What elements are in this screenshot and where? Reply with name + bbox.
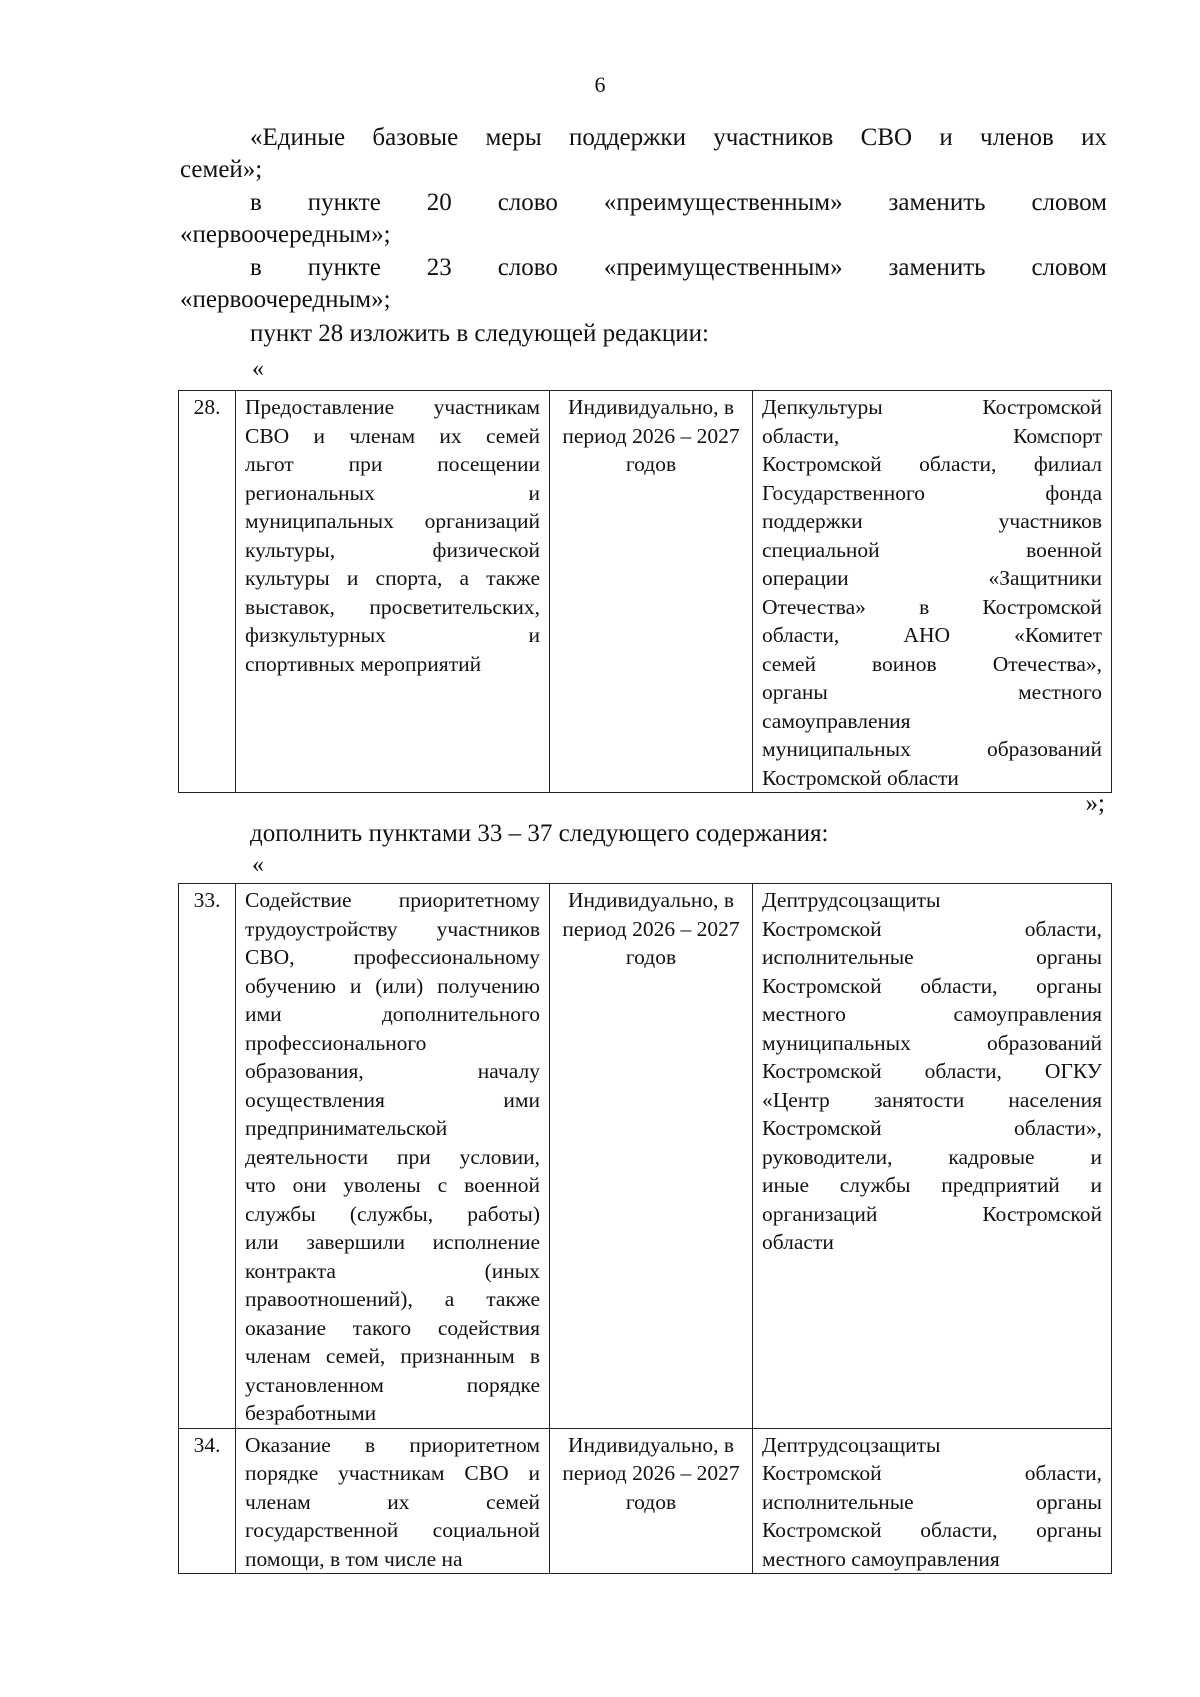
measure-cell-line: членам семей, признанным в	[245, 1344, 540, 1368]
executors-cell-line: Костромской области,	[762, 916, 1102, 941]
executors-cell-line: области	[762, 1230, 834, 1254]
measure-cell-line: культуры, физической	[245, 537, 540, 562]
executors-cell-line: Отечества» в Костромской	[762, 594, 1102, 619]
measure-cell-line: государственной социальной	[245, 1518, 540, 1542]
measure-cell-line: Содействие приоритетному	[245, 888, 540, 912]
executors-cell-line: Костромской области, органы	[762, 1518, 1102, 1542]
measure-cell-line: льгот при посещении	[245, 452, 540, 476]
measure-cell-line: деятельности при условии,	[245, 1144, 540, 1169]
executors-cell	[753, 1428, 1112, 1574]
executors-cell-line: муниципальных образований	[762, 737, 1102, 761]
measure-cell-line: помощи, в том числе на	[245, 1546, 463, 1571]
intro-line-2: в пункте 20 слово «преимущественным» заменить словом	[250, 189, 1107, 216]
executors-cell-line: иные службы предприятий и	[762, 1173, 1102, 1197]
row-number: 33.	[179, 884, 236, 1429]
executors-cell-line: Костромской области, филиал	[762, 452, 1102, 476]
measure-cell-line: или завершили исполнение	[245, 1230, 540, 1254]
executors-cell	[753, 391, 1112, 793]
measure-cell-line: обучению и (или) получению	[245, 973, 540, 998]
table-row	[179, 1428, 1112, 1574]
intro-line-3: в пункте 23 слово «преимущественным» заменить словом	[250, 254, 1107, 281]
executors-cell-line: местного самоуправления	[762, 1546, 1000, 1571]
executors-cell-line: специальной военной	[762, 537, 1102, 562]
page-number: 6	[594, 72, 606, 97]
table-item-28	[178, 390, 1112, 793]
executors-cell-line: семей воинов Отечества»,	[762, 651, 1102, 676]
measure-cell-line: правоотношений), а также	[245, 1287, 540, 1311]
executors-cell-line: области, Комспорт	[762, 423, 1102, 448]
executors-cell-line: Костромской области»,	[762, 1116, 1102, 1140]
measure-cell-line: оказание такого содействия	[245, 1315, 540, 1340]
measure-cell-line: предпринимательской	[245, 1116, 448, 1140]
executors-cell-line: Костромской области,	[762, 1461, 1102, 1485]
executors-cell-line: муниципальных образований	[762, 1030, 1102, 1055]
executors-cell-line: «Центр занятости населения	[762, 1087, 1102, 1112]
intro-line-1-tail: семей»;	[180, 156, 263, 183]
measure-cell-line: СВО и членам их семей	[245, 423, 540, 448]
executors-cell-line: Дептрудсоцзащиты	[762, 1432, 941, 1457]
executors-cell-line: Костромской области	[762, 765, 959, 790]
mid-paragraph: дополнить пунктами 33 – 37 следующего содержания:	[250, 820, 829, 847]
intro-line-2-tail: «первоочередным»;	[180, 221, 391, 248]
measure-cell-line: культуры и спорта, а также	[245, 566, 540, 590]
term-cell: Индивидуально, в период 2026 – 2027 годов	[550, 1428, 753, 1574]
executors-cell-line: Костромской области, органы	[762, 973, 1102, 998]
table-row	[179, 391, 1112, 793]
measure-cell-line: службы (службы, работы)	[245, 1201, 540, 1226]
measure-cell-line: Предоставление участникам	[245, 395, 540, 419]
measure-cell-line: СВО, профессиональному	[245, 945, 540, 969]
executors-cell	[753, 884, 1112, 1429]
table-items-33-37	[178, 883, 1112, 1574]
measure-cell-line: трудоустройству участников	[245, 916, 540, 941]
measure-cell-line: осуществления ими	[245, 1087, 540, 1112]
term-cell: Индивидуально, в период 2026 – 2027 годов	[550, 391, 753, 793]
executors-cell-line: Депкультуры Костромской	[762, 395, 1102, 419]
measure-cell-line: муниципальных организаций	[245, 509, 540, 533]
measure-cell-line: что они уволены с военной	[245, 1173, 540, 1197]
executors-cell-line: исполнительные органы	[762, 1489, 1102, 1514]
measure-cell-line: Оказание в приоритетном	[245, 1432, 540, 1457]
measure-cell-line: региональных и	[245, 480, 540, 505]
term-cell: Индивидуально, в период 2026 – 2027 годов	[550, 884, 753, 1429]
row-number: 28.	[179, 391, 236, 793]
measure-cell-line: профессионального	[245, 1030, 427, 1055]
table-row	[179, 884, 1112, 1429]
executors-cell-line: органы местного	[762, 680, 1102, 704]
executors-cell-line: операции «Защитники	[762, 566, 1102, 590]
measure-cell	[236, 884, 550, 1429]
measure-cell-line: безработными	[245, 1401, 377, 1425]
measure-cell	[236, 1428, 550, 1574]
row-number: 34.	[179, 1428, 236, 1574]
measure-cell-line: членам их семей	[245, 1489, 540, 1514]
executors-cell-line: местного самоуправления	[762, 1002, 1102, 1026]
close-quote-1: »;	[1085, 790, 1105, 817]
measure-cell-line: спортивных мероприятий	[245, 651, 482, 676]
executors-cell-line: руководители, кадровые и	[762, 1144, 1102, 1169]
measure-cell-line: порядке участникам СВО и	[245, 1461, 540, 1485]
executors-cell-line: исполнительные органы	[762, 945, 1102, 969]
executors-cell-line: области, АНО «Комитет	[762, 623, 1102, 647]
executors-cell-line: Дептрудсоцзащиты	[762, 888, 941, 912]
open-quote-1: «	[252, 356, 264, 382]
open-quote-2: «	[252, 852, 264, 878]
measure-cell-line: контракта (иных	[245, 1258, 540, 1283]
measure-cell	[236, 391, 550, 793]
intro-line-3-tail: «первоочередным»;	[180, 286, 391, 313]
executors-cell-line: организаций Костромской	[762, 1201, 1102, 1226]
executors-cell-line: самоуправления	[762, 708, 911, 733]
executors-cell-line: поддержки участников	[762, 509, 1102, 533]
measure-cell-line: выставок, просветительских,	[245, 594, 540, 619]
executors-cell-line: Костромской области, ОГКУ	[762, 1059, 1102, 1083]
executors-cell-line: Государственного фонда	[762, 480, 1102, 505]
measure-cell-line: физкультурных и	[245, 623, 540, 647]
measure-cell-line: установленном порядке	[245, 1372, 540, 1397]
measure-cell-line: ими дополнительного	[245, 1002, 540, 1026]
intro-line-4: пункт 28 изложить в следующей редакции:	[250, 320, 709, 347]
intro-line-1: «Единые базовые меры поддержки участников СВО и членов их	[250, 124, 1107, 151]
measure-cell-line: образования, началу	[245, 1059, 540, 1083]
